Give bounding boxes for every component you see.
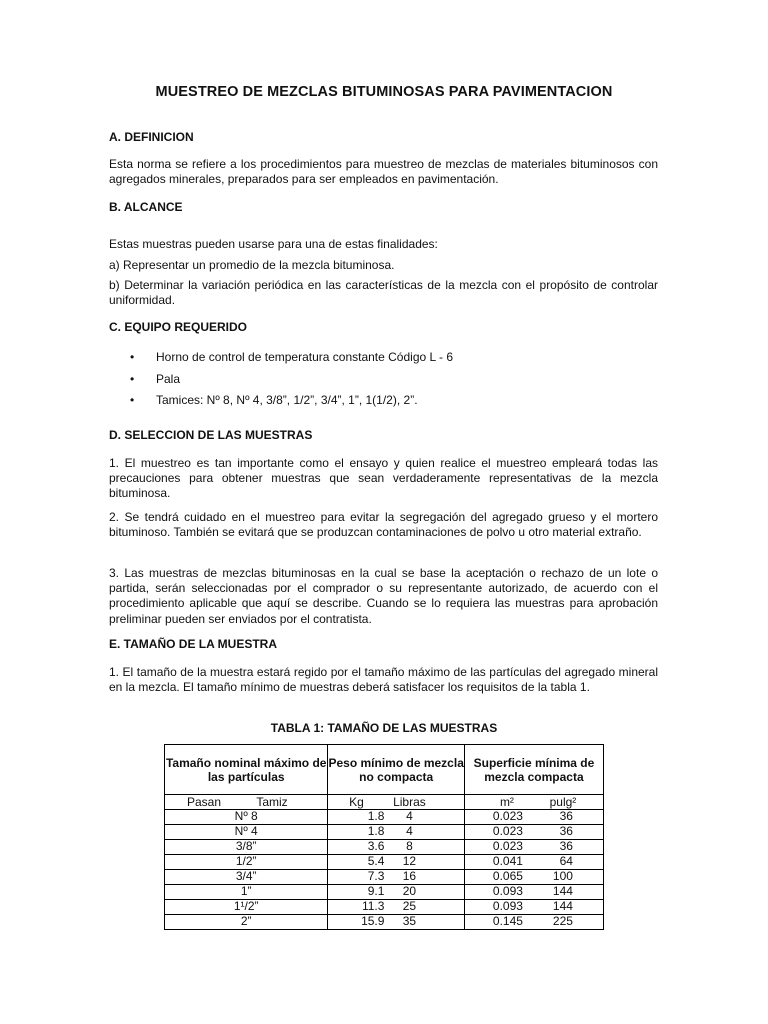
cell-kg: 7.3 bbox=[367, 869, 385, 884]
cell-pulg2: 36 bbox=[559, 824, 573, 839]
table-header-row bbox=[165, 745, 604, 795]
table-row bbox=[165, 825, 604, 840]
cell-pulg2: 144 bbox=[552, 884, 573, 899]
cell-libras: 25 bbox=[402, 899, 417, 914]
cell-libras: 4 bbox=[406, 809, 413, 824]
paragraph-alcance-item-b: b) Determinar la variación periódica en las características de la mezcla con el propósito de controlar uniformidad. bbox=[109, 278, 658, 308]
cell-libras: 16 bbox=[402, 869, 417, 884]
cell-kg: 11.3 bbox=[361, 899, 385, 914]
bullet-marker: • bbox=[130, 393, 135, 407]
cell-pulg2: 36 bbox=[559, 839, 573, 854]
paragraph-alcance-item-a: a) Representar un promedio de la mezcla bituminosa. bbox=[109, 258, 395, 272]
cell-kg: 1.8 bbox=[367, 824, 385, 839]
cell-kg: 15.9 bbox=[361, 914, 385, 929]
cell-m2: 0.093 bbox=[492, 884, 523, 899]
table-title: TABLA 1: TAMAÑO DE LAS MUESTRAS bbox=[270, 721, 498, 735]
table-row bbox=[165, 885, 604, 900]
cell-m2: 0.023 bbox=[492, 809, 523, 824]
subheader-tamiz: Tamiz bbox=[256, 795, 288, 809]
cell-pulg2: 36 bbox=[559, 809, 573, 824]
heading-equipo: C. EQUIPO REQUERIDO bbox=[109, 320, 248, 334]
cell-kg: 5.4 bbox=[367, 854, 385, 869]
cell-m2: 0.145 bbox=[492, 914, 523, 929]
cell-kg: 1.8 bbox=[367, 809, 385, 824]
list-item: Tamices: Nº 8, Nº 4, 3/8”, 1/2”, 3/4”, 1”, 1(1/2), 2”. bbox=[156, 393, 418, 407]
cell-libras: 8 bbox=[406, 839, 413, 854]
subheader-libras: Libras bbox=[393, 795, 426, 809]
table-subheader-row bbox=[165, 795, 604, 810]
cell-tamiz: 3/4” bbox=[235, 869, 257, 884]
bullet-marker: • bbox=[130, 350, 135, 364]
cell-kg: 3.6 bbox=[367, 839, 385, 854]
cell-kg: 9.1 bbox=[367, 884, 385, 899]
list-item: Pala bbox=[156, 372, 181, 386]
list-item: Horno de control de temperatura constante Código L - 6 bbox=[156, 350, 454, 364]
header-peso-minimo: Peso mínimo de mezcla no compacta bbox=[328, 745, 465, 795]
cell-pulg2: 225 bbox=[552, 914, 573, 929]
paragraph-alcance-intro: Estas muestras pueden usarse para una de estas finalidades: bbox=[109, 237, 438, 251]
cell-pulg2: 144 bbox=[552, 899, 573, 914]
cell-tamiz: 1” bbox=[240, 884, 252, 899]
cell-tamiz: 1¹/2” bbox=[233, 899, 259, 914]
page-title: MUESTREO DE MEZCLAS BITUMINOSAS PARA PAVIMENTACION bbox=[155, 84, 613, 100]
cell-libras: 35 bbox=[402, 914, 417, 929]
cell-m2: 0.065 bbox=[492, 869, 523, 884]
table-row bbox=[165, 840, 604, 855]
heading-seleccion: D. SELECCION DE LAS MUESTRAS bbox=[109, 428, 313, 442]
cell-m2: 0.093 bbox=[492, 899, 523, 914]
cell-pulg2: 100 bbox=[552, 869, 573, 884]
bullet-marker: • bbox=[130, 372, 135, 386]
header-superficie-minima: Superficie mínima de mezcla compacta bbox=[464, 745, 603, 795]
cell-libras: 4 bbox=[406, 824, 413, 839]
cell-m2: 0.023 bbox=[492, 824, 523, 839]
subheader-m2: m² bbox=[499, 795, 514, 809]
cell-m2: 0.023 bbox=[492, 839, 523, 854]
cell-tamiz: 3/8” bbox=[235, 839, 257, 854]
cell-m2: 0.041 bbox=[492, 854, 523, 869]
heading-tamano: E. TAMAÑO DE LA MUESTRA bbox=[109, 637, 277, 651]
subheader-kg: Kg bbox=[349, 795, 364, 809]
header-tamano-nominal: Tamaño nominal máximo de las partículas bbox=[165, 745, 328, 795]
sample-size-table bbox=[164, 744, 604, 930]
cell-libras: 20 bbox=[402, 884, 417, 899]
table-row bbox=[165, 855, 604, 870]
subheader-pasan: Pasan bbox=[186, 795, 222, 809]
table-row bbox=[165, 900, 604, 915]
cell-pulg2: 64 bbox=[559, 854, 573, 869]
cell-tamiz: 2” bbox=[240, 914, 252, 929]
paragraph-seleccion-3: 3. Las muestras de mezclas bituminosas en la cual se base la aceptación o rechazo de un lote o partida, serán seleccionadas por el comprador o su representante autorizado, de acuerdo con el procedimiento aplicable que aquí se describe. Cuando se lo requiera las muestras para aprobación preliminar pueden ser enviados por el contratista. bbox=[109, 566, 658, 626]
cell-tamiz: Nº 8 bbox=[234, 809, 258, 824]
table-row bbox=[165, 870, 604, 885]
heading-definicion: A. DEFINICION bbox=[109, 130, 194, 144]
cell-libras: 12 bbox=[402, 854, 417, 869]
cell-tamiz: 1/2” bbox=[235, 854, 257, 869]
paragraph-tamano-1: 1. El tamaño de la muestra estará regido por el tamaño máximo de las partículas del agregado mineral en la mezcla. El tamaño mínimo de muestras deberá satisfacer los requisitos de la tabla 1. bbox=[109, 665, 658, 695]
paragraph-definicion: Esta norma se refiere a los procedimientos para muestreo de mezclas de materiales bituminosos con agregados minerales, preparados para ser empleados en pavimentación. bbox=[109, 157, 658, 187]
table-row bbox=[165, 810, 604, 825]
table-row bbox=[165, 915, 604, 930]
cell-tamiz: Nº 4 bbox=[234, 824, 258, 839]
subheader-pulg2: pulg² bbox=[549, 795, 577, 809]
paragraph-seleccion-1: 1. El muestreo es tan importante como el ensayo y quien realice el muestreo empleará todas las precauciones para obtener muestras que sean verdaderamente representativas de la mezcla bituminosa. bbox=[109, 456, 658, 501]
heading-alcance: B. ALCANCE bbox=[109, 200, 183, 214]
paragraph-seleccion-2: 2. Se tendrá cuidado en el muestreo para evitar la segregación del agregado grueso y el mortero bituminoso. También se evitará que se produzcan contaminaciones de polvo u otro material extraño. bbox=[109, 510, 658, 540]
